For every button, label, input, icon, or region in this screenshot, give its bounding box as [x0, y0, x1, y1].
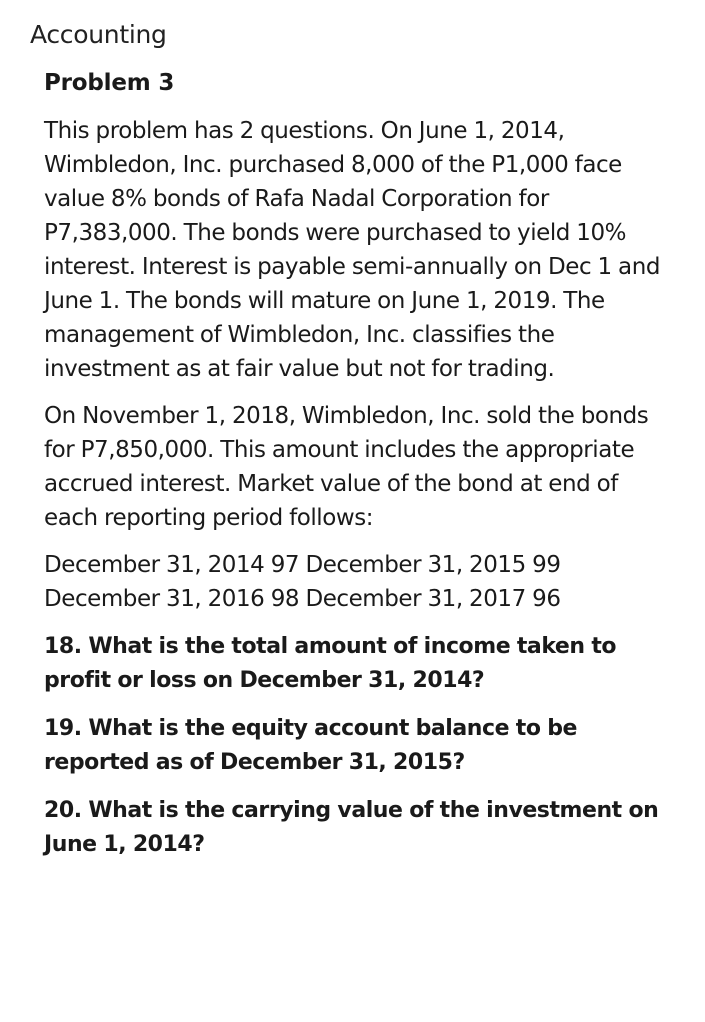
problem-paragraph-1: This problem has 2 questions. On June 1, 2014, Wimbledon, Inc. purchased 8,000 of the P1,000 face value 8% bonds of Rafa Nadal Corporation for P7,383,000. The bonds were purchased to yield 10% interest. Interest is payable semi-annually on Dec 1 and June 1. The bonds will mature on June 1, 2019. The management of Wimbledon, Inc. classifies the investment as at fair value but not for trading. — [44, 118, 660, 382]
problem-content — [44, 68, 674, 876]
market-values-line-2: December 31, 2016 98 December 31, 2017 96 — [44, 586, 561, 612]
market-values-line-1: December 31, 2014 97 December 31, 2015 99 — [44, 552, 561, 578]
market-values — [44, 548, 674, 616]
subject-heading: Accounting — [30, 20, 167, 49]
question-18: 18. What is the total amount of income taken to profit or loss on December 31, 2014? — [44, 634, 617, 693]
problem-title: Problem 3 — [44, 70, 175, 96]
problem-paragraph-2: On November 1, 2018, Wimbledon, Inc. sold the bonds for P7,850,000. This amount includes the appropriate accrued interest. Market value of the bond at end of each reporting period follows: — [44, 403, 649, 531]
question-20: 20. What is the carrying value of the investment on June 1, 2014? — [44, 798, 659, 857]
question-19: 19. What is the equity account balance to be reported as of December 31, 2015? — [44, 716, 577, 775]
